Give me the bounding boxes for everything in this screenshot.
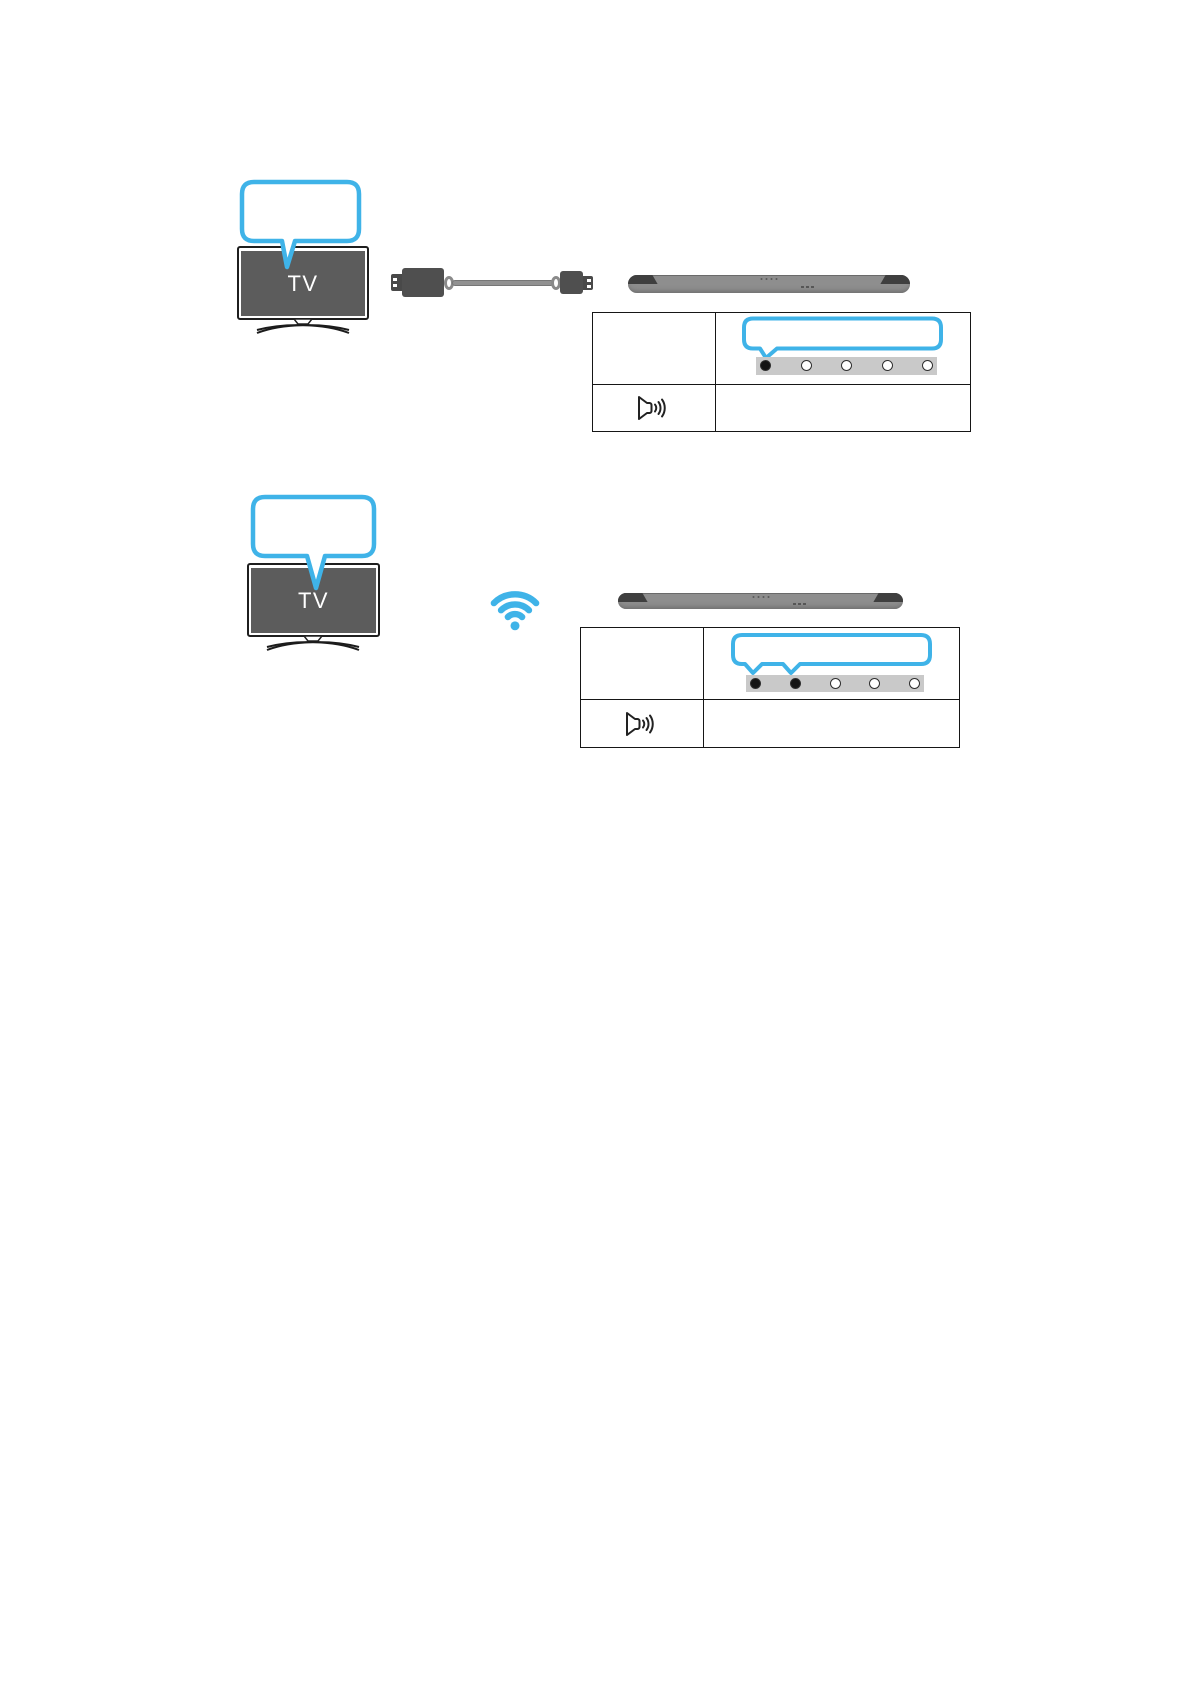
- tv-stand: [263, 636, 363, 652]
- led-indicator-off: [869, 678, 880, 689]
- wifi-icon: [483, 578, 547, 632]
- led-indicator-on: [790, 678, 801, 689]
- table-cell-led-state: [704, 628, 959, 700]
- tv-label: TV: [297, 587, 330, 613]
- led-strip: [746, 675, 924, 692]
- soundbar-endcap-left: [618, 593, 648, 602]
- table-cell-speaker: [581, 700, 704, 747]
- tv-label: TV: [287, 270, 319, 296]
- soundbar: [618, 593, 903, 609]
- led-indicator-off: [909, 678, 920, 689]
- status-table: [580, 627, 960, 748]
- led-indicator-on: [750, 678, 761, 689]
- speech-bubble: [249, 493, 381, 593]
- soundbar-top-dots: [752, 596, 769, 598]
- speech-bubble: [238, 178, 366, 274]
- speech-bubble: [729, 632, 935, 680]
- speaker-volume-icon: [623, 709, 661, 739]
- soundbar-display-mark: [793, 603, 806, 605]
- soundbar-endcap-right: [873, 593, 903, 602]
- table-cell-note: [704, 700, 959, 747]
- led-indicator-off: [830, 678, 841, 689]
- table-cell-source: [581, 628, 704, 700]
